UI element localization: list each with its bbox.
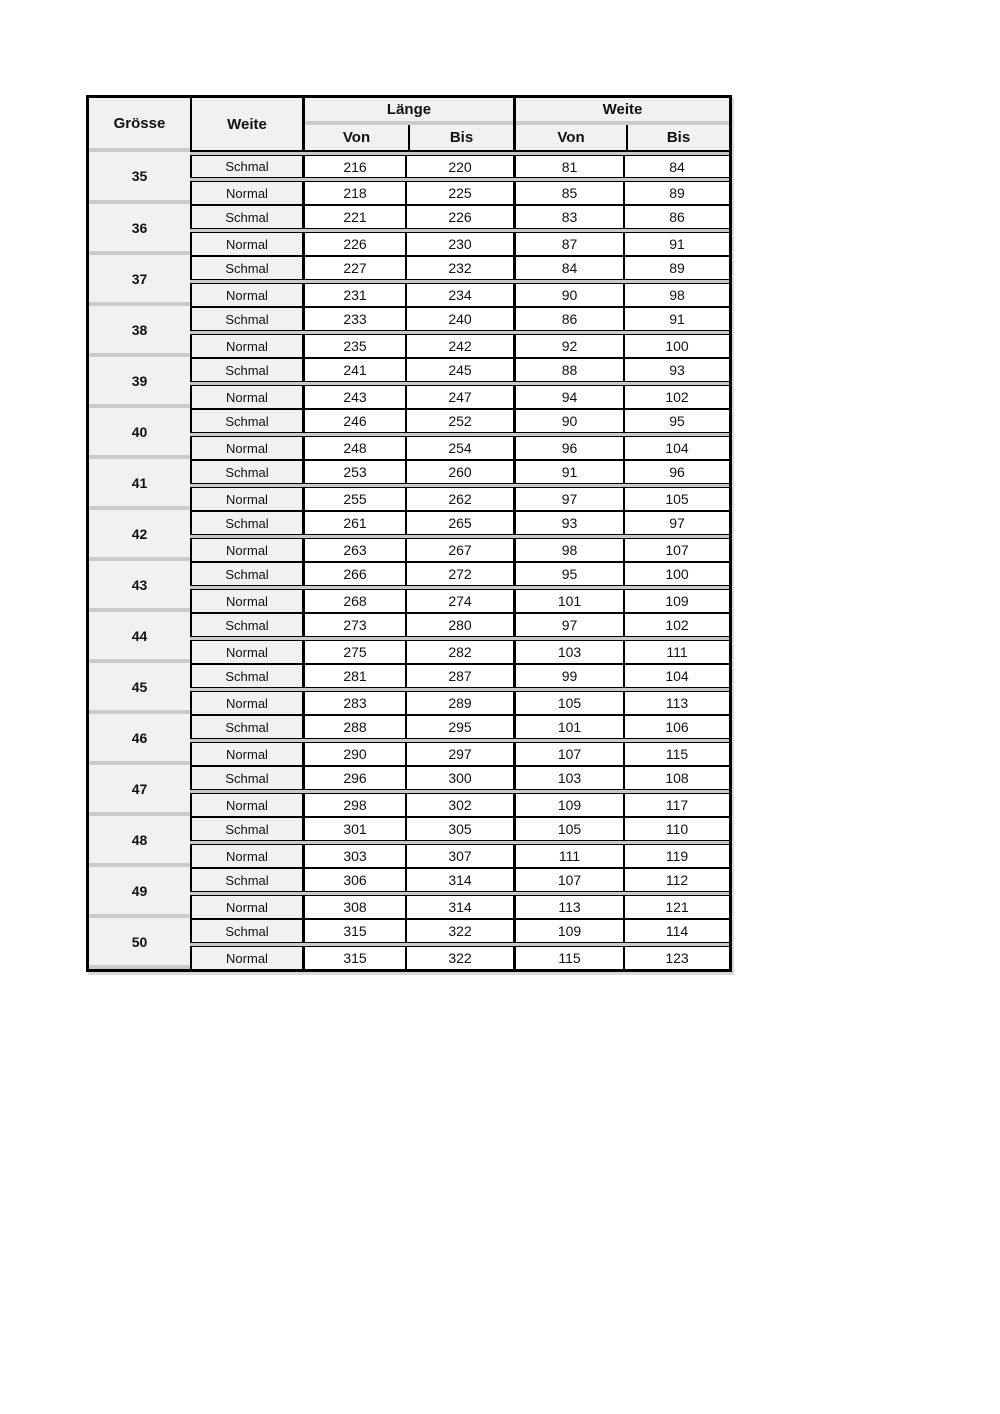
weite-von-cell: 105	[513, 692, 623, 714]
weite-label-cell: Schmal	[190, 767, 302, 789]
size-group	[89, 918, 729, 969]
size-group	[89, 152, 729, 204]
size-group	[89, 714, 729, 765]
laenge-bis-cell: 307	[405, 845, 513, 867]
weite-von-cell: 84	[513, 257, 623, 279]
table-row	[190, 614, 729, 637]
size-group-rows	[190, 867, 729, 918]
size-cell: 41	[89, 459, 190, 510]
weite-von-cell: 93	[513, 512, 623, 534]
table-row	[190, 844, 729, 867]
table-row	[190, 589, 729, 612]
weite-bis-cell: 98	[623, 284, 729, 306]
weite-bis-cell: 89	[623, 182, 729, 204]
weite-von-cell: 115	[513, 947, 623, 969]
weite-von-cell: 85	[513, 182, 623, 204]
laenge-bis-cell: 240	[405, 308, 513, 330]
weite-von-cell: 83	[513, 206, 623, 228]
table-row	[190, 359, 729, 382]
weite-label-cell: Schmal	[190, 614, 302, 636]
weite-bis-cell: 123	[623, 947, 729, 969]
size-cell: 36	[89, 204, 190, 255]
size-group-rows	[190, 459, 729, 510]
laenge-von-cell: 290	[302, 743, 405, 765]
laenge-von-cell: 221	[302, 206, 405, 228]
laenge-bis-cell: 245	[405, 359, 513, 381]
weite-von-cell: 113	[513, 896, 623, 918]
table-row	[190, 538, 729, 561]
table-row	[190, 436, 729, 459]
size-cell: 43	[89, 561, 190, 612]
laenge-von-cell: 306	[302, 869, 405, 891]
weite-label-cell: Schmal	[190, 920, 302, 942]
laenge-von-cell: 253	[302, 461, 405, 483]
size-group-rows	[190, 255, 729, 306]
weite-label-cell: Schmal	[190, 206, 302, 228]
size-group	[89, 612, 729, 663]
weite-von-cell: 92	[513, 335, 623, 357]
weite-bis-cell: 108	[623, 767, 729, 789]
weite-label-cell: Normal	[190, 692, 302, 714]
weite-von-cell: 109	[513, 920, 623, 942]
weite-bis-cell: 112	[623, 869, 729, 891]
header-groesse-label: Grösse	[113, 114, 166, 132]
weite-label-cell: Schmal	[190, 818, 302, 840]
size-group	[89, 867, 729, 918]
laenge-von-cell: 268	[302, 590, 405, 612]
weite-von-cell: 88	[513, 359, 623, 381]
weite-von-cell: 103	[513, 641, 623, 663]
laenge-von-cell: 246	[302, 410, 405, 432]
laenge-bis-cell: 322	[405, 947, 513, 969]
laenge-von-cell: 216	[302, 156, 405, 177]
size-group-rows	[190, 816, 729, 867]
weite-von-cell: 91	[513, 461, 623, 483]
weite-label-cell: Schmal	[190, 410, 302, 432]
weite-bis-cell: 100	[623, 335, 729, 357]
table-header	[89, 98, 729, 152]
laenge-bis-cell: 322	[405, 920, 513, 942]
size-group	[89, 816, 729, 867]
weite-label-cell: Normal	[190, 590, 302, 612]
header-weite-column-label: Weite	[227, 115, 267, 133]
weite-bis-cell: 93	[623, 359, 729, 381]
weite-label-cell: Normal	[190, 896, 302, 918]
weite-bis-cell: 102	[623, 614, 729, 636]
table-row	[190, 691, 729, 714]
weite-label-cell: Normal	[190, 794, 302, 816]
laenge-von-cell: 248	[302, 437, 405, 459]
weite-label-cell: Normal	[190, 947, 302, 969]
size-cell: 42	[89, 510, 190, 561]
laenge-bis-cell: 305	[405, 818, 513, 840]
header-laenge-bis: Bis	[408, 125, 513, 150]
weite-label-cell: Schmal	[190, 512, 302, 534]
weite-bis-cell: 107	[623, 539, 729, 561]
laenge-bis-cell: 232	[405, 257, 513, 279]
weite-label-cell: Schmal	[190, 359, 302, 381]
header-groesse	[89, 98, 190, 152]
laenge-von-cell: 308	[302, 896, 405, 918]
laenge-bis-cell: 289	[405, 692, 513, 714]
table-row	[190, 283, 729, 306]
weite-label-cell: Normal	[190, 743, 302, 765]
weite-label-cell: Normal	[190, 488, 302, 510]
size-group-rows	[190, 306, 729, 357]
size-group	[89, 306, 729, 357]
weite-bis-cell: 109	[623, 590, 729, 612]
weite-label-cell: Normal	[190, 182, 302, 204]
weite-label-cell: Schmal	[190, 308, 302, 330]
weite-von-cell: 90	[513, 410, 623, 432]
weite-von-cell: 96	[513, 437, 623, 459]
size-group-rows	[190, 612, 729, 663]
header-weite-von: Von	[557, 129, 585, 146]
weite-label-cell: Normal	[190, 437, 302, 459]
weite-bis-cell: 115	[623, 743, 729, 765]
header-weite-subrow	[516, 125, 729, 150]
weite-label-cell: Normal	[190, 845, 302, 867]
size-cell: 39	[89, 357, 190, 408]
weite-bis-cell: 117	[623, 794, 729, 816]
weite-label-cell: Normal	[190, 233, 302, 255]
weite-von-cell: 97	[513, 488, 623, 510]
size-group-rows	[190, 204, 729, 255]
table-row	[190, 818, 729, 841]
size-group-rows	[190, 714, 729, 765]
laenge-bis-cell: 260	[405, 461, 513, 483]
size-group	[89, 357, 729, 408]
size-cell: 48	[89, 816, 190, 867]
weite-bis-cell: 106	[623, 716, 729, 738]
table-row	[190, 946, 729, 969]
laenge-bis-cell: 226	[405, 206, 513, 228]
size-cell: 45	[89, 663, 190, 714]
laenge-von-cell: 255	[302, 488, 405, 510]
size-group-rows	[190, 561, 729, 612]
weite-von-cell: 111	[513, 845, 623, 867]
weite-label-cell: Normal	[190, 335, 302, 357]
table-row	[190, 385, 729, 408]
weite-bis-cell: 84	[623, 156, 729, 177]
table-row	[190, 512, 729, 535]
weite-label-cell: Normal	[190, 386, 302, 408]
laenge-von-cell: 241	[302, 359, 405, 381]
laenge-bis-cell: 314	[405, 896, 513, 918]
weite-bis-cell: 102	[623, 386, 729, 408]
weite-von-cell: 103	[513, 767, 623, 789]
laenge-bis-cell: 297	[405, 743, 513, 765]
table-row	[190, 793, 729, 816]
laenge-bis-cell: 274	[405, 590, 513, 612]
laenge-von-cell: 288	[302, 716, 405, 738]
weite-von-cell: 98	[513, 539, 623, 561]
size-group	[89, 408, 729, 459]
laenge-von-cell: 301	[302, 818, 405, 840]
weite-von-cell: 99	[513, 665, 623, 687]
laenge-von-cell: 218	[302, 182, 405, 204]
size-group-rows	[190, 152, 729, 204]
laenge-bis-cell: 267	[405, 539, 513, 561]
weite-bis-cell: 104	[623, 665, 729, 687]
laenge-von-cell: 273	[302, 614, 405, 636]
laenge-von-cell: 227	[302, 257, 405, 279]
weite-von-cell: 101	[513, 590, 623, 612]
laenge-bis-cell: 230	[405, 233, 513, 255]
laenge-bis-cell: 247	[405, 386, 513, 408]
weite-label-cell: Normal	[190, 284, 302, 306]
laenge-von-cell: 298	[302, 794, 405, 816]
weite-bis-cell: 100	[623, 563, 729, 585]
weite-bis-cell: 91	[623, 308, 729, 330]
table-row	[190, 742, 729, 765]
weite-label-cell: Schmal	[190, 869, 302, 891]
table-row	[190, 869, 729, 892]
laenge-bis-cell: 265	[405, 512, 513, 534]
laenge-von-cell: 281	[302, 665, 405, 687]
weite-bis-cell: 110	[623, 818, 729, 840]
weite-von-cell: 105	[513, 818, 623, 840]
weite-label-cell: Schmal	[190, 257, 302, 279]
laenge-von-cell: 283	[302, 692, 405, 714]
laenge-von-cell: 263	[302, 539, 405, 561]
table-row	[190, 563, 729, 586]
size-group	[89, 765, 729, 816]
weite-bis-cell: 105	[623, 488, 729, 510]
laenge-von-cell: 303	[302, 845, 405, 867]
weite-label-cell: Schmal	[190, 461, 302, 483]
table-body	[89, 152, 729, 969]
laenge-von-cell: 243	[302, 386, 405, 408]
laenge-bis-cell: 254	[405, 437, 513, 459]
size-group-rows	[190, 765, 729, 816]
size-group-rows	[190, 663, 729, 714]
size-group	[89, 459, 729, 510]
size-cell: 35	[89, 152, 190, 204]
laenge-bis-cell: 280	[405, 614, 513, 636]
weite-bis-cell: 91	[623, 233, 729, 255]
table-row	[190, 767, 729, 790]
weite-bis-cell: 114	[623, 920, 729, 942]
weite-von-cell: 86	[513, 308, 623, 330]
laenge-bis-cell: 252	[405, 410, 513, 432]
header-weite-group-label: Weite	[602, 101, 643, 118]
size-group-rows	[190, 510, 729, 561]
weite-von-cell: 107	[513, 743, 623, 765]
size-group	[89, 510, 729, 561]
laenge-bis-cell: 272	[405, 563, 513, 585]
laenge-von-cell: 296	[302, 767, 405, 789]
header-laenge-label: Länge	[386, 101, 432, 118]
header-weite-column	[190, 98, 302, 152]
weite-bis-cell: 95	[623, 410, 729, 432]
weite-label-cell: Normal	[190, 641, 302, 663]
size-cell: 50	[89, 918, 190, 969]
size-cell: 46	[89, 714, 190, 765]
table-row	[190, 487, 729, 510]
table-row	[190, 640, 729, 663]
size-group-rows	[190, 357, 729, 408]
weite-bis-cell: 97	[623, 512, 729, 534]
header-laenge-von: Von	[342, 129, 371, 146]
header-weite-bis: Bis	[626, 125, 729, 150]
header-group-laenge	[302, 98, 513, 152]
weite-von-cell: 81	[513, 156, 623, 177]
table-row	[190, 410, 729, 433]
laenge-von-cell: 275	[302, 641, 405, 663]
size-cell: 44	[89, 612, 190, 663]
size-cell: 38	[89, 306, 190, 357]
laenge-bis-cell: 234	[405, 284, 513, 306]
size-chart-table	[86, 95, 732, 972]
weite-label-cell: Schmal	[190, 716, 302, 738]
table-row	[190, 461, 729, 484]
weite-bis-cell: 89	[623, 257, 729, 279]
weite-von-cell: 101	[513, 716, 623, 738]
weite-bis-cell: 104	[623, 437, 729, 459]
laenge-bis-cell: 300	[405, 767, 513, 789]
laenge-bis-cell: 314	[405, 869, 513, 891]
laenge-von-cell: 315	[302, 947, 405, 969]
weite-bis-cell: 113	[623, 692, 729, 714]
laenge-von-cell: 231	[302, 284, 405, 306]
laenge-von-cell: 226	[302, 233, 405, 255]
laenge-bis-cell: 242	[405, 335, 513, 357]
weite-von-cell: 87	[513, 233, 623, 255]
weite-von-cell: 107	[513, 869, 623, 891]
weite-von-cell: 90	[513, 284, 623, 306]
size-cell: 37	[89, 255, 190, 306]
laenge-bis-cell: 225	[405, 182, 513, 204]
header-laenge-subrow	[305, 125, 513, 150]
size-group	[89, 204, 729, 255]
size-group	[89, 663, 729, 714]
size-cell: 49	[89, 867, 190, 918]
weite-label-cell: Normal	[190, 539, 302, 561]
size-group-rows	[190, 408, 729, 459]
weite-label-cell: Schmal	[190, 563, 302, 585]
table-row	[190, 155, 729, 178]
table-row	[190, 257, 729, 280]
laenge-bis-cell: 287	[405, 665, 513, 687]
weite-bis-cell: 119	[623, 845, 729, 867]
weite-bis-cell: 96	[623, 461, 729, 483]
table-row	[190, 206, 729, 229]
laenge-von-cell: 235	[302, 335, 405, 357]
laenge-von-cell: 315	[302, 920, 405, 942]
weite-label-cell: Schmal	[190, 665, 302, 687]
table-row	[190, 181, 729, 204]
laenge-von-cell: 266	[302, 563, 405, 585]
laenge-bis-cell: 302	[405, 794, 513, 816]
laenge-bis-cell: 262	[405, 488, 513, 510]
table-row	[190, 716, 729, 739]
table-row	[190, 334, 729, 357]
size-cell: 40	[89, 408, 190, 459]
table-row	[190, 895, 729, 918]
size-cell: 47	[89, 765, 190, 816]
laenge-von-cell: 261	[302, 512, 405, 534]
size-group	[89, 255, 729, 306]
size-group	[89, 561, 729, 612]
weite-bis-cell: 86	[623, 206, 729, 228]
weite-bis-cell: 111	[623, 641, 729, 663]
laenge-bis-cell: 295	[405, 716, 513, 738]
weite-von-cell: 94	[513, 386, 623, 408]
table-row	[190, 308, 729, 331]
header-group-weite	[513, 98, 729, 152]
laenge-von-cell: 233	[302, 308, 405, 330]
weite-von-cell: 109	[513, 794, 623, 816]
laenge-bis-cell: 282	[405, 641, 513, 663]
table-row	[190, 232, 729, 255]
table-row	[190, 920, 729, 943]
weite-von-cell: 95	[513, 563, 623, 585]
size-group-rows	[190, 918, 729, 969]
laenge-bis-cell: 220	[405, 156, 513, 177]
weite-label-cell: Schmal	[190, 156, 302, 177]
table-row	[190, 665, 729, 688]
weite-von-cell: 97	[513, 614, 623, 636]
weite-bis-cell: 121	[623, 896, 729, 918]
